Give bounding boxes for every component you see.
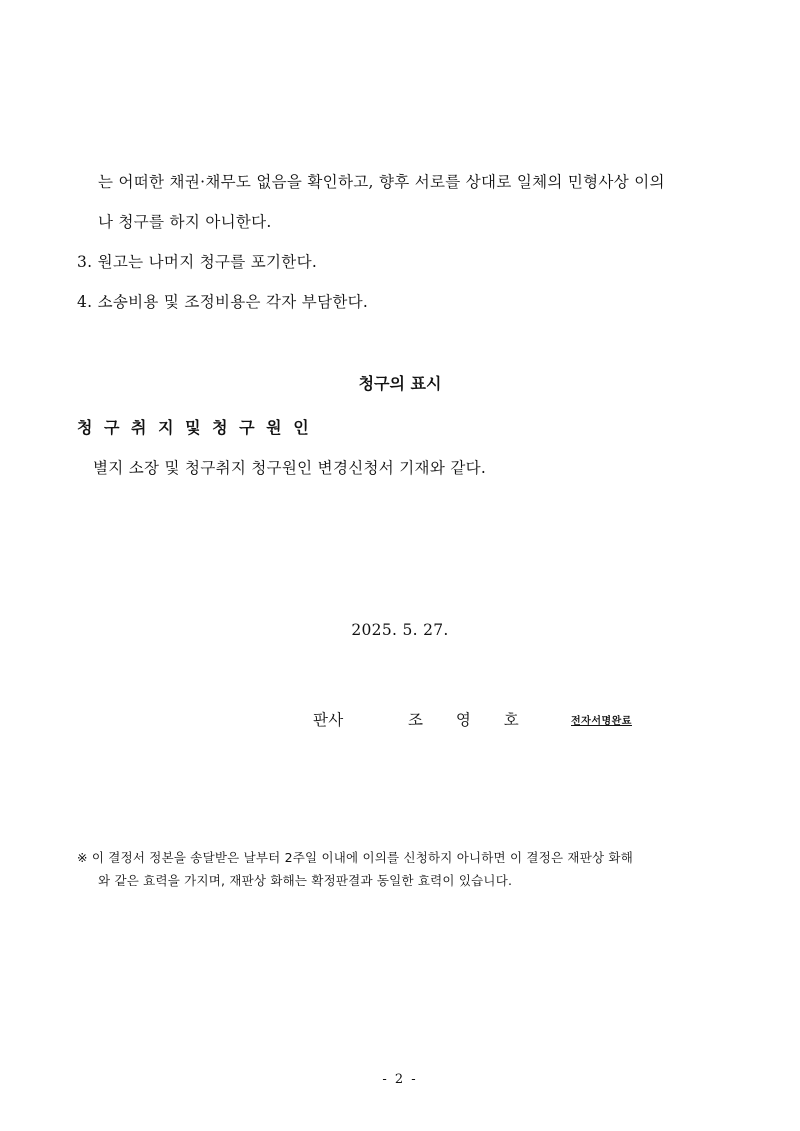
term-item-3: 3. 원고는 나머지 청구를 포기한다. xyxy=(77,253,318,271)
page-number: - 2 - xyxy=(382,1072,418,1087)
claim-subheading: 청 구 취 지 및 청 구 원 인 xyxy=(77,418,312,437)
term-item-4: 4. 소송비용 및 조정비용은 각자 부담한다. xyxy=(77,293,369,311)
decision-date: 2025. 5. 27. xyxy=(351,621,449,639)
e-signature-complete-label: 전자서명완료 xyxy=(571,716,632,727)
notice-line-1: ※ 이 결정서 정본을 송달받은 날부터 2주일 이내에 이의를 신청하지 아니하면 이 결정은 재판상 화해 xyxy=(77,850,633,865)
claim-section-title: 청구의 표시 xyxy=(358,374,442,393)
terms-continuation-line-2: 나 청구를 하지 아니한다. xyxy=(98,213,272,231)
notice-line-2: 와 같은 효력을 가지며, 재판상 화해는 확정판결과 동일한 효력이 있습니다. xyxy=(98,873,513,888)
judge-name: 조 영 호 xyxy=(408,711,533,729)
claim-content: 별지 소장 및 청구취지 청구원인 변경신청서 기재와 같다. xyxy=(93,459,487,477)
judge-role: 판사 xyxy=(313,711,344,729)
terms-continuation-line-1: 는 어떠한 채권·채무도 없음을 확인하고, 향후 서로를 상대로 일체의 민형사상 이의 xyxy=(98,173,665,191)
